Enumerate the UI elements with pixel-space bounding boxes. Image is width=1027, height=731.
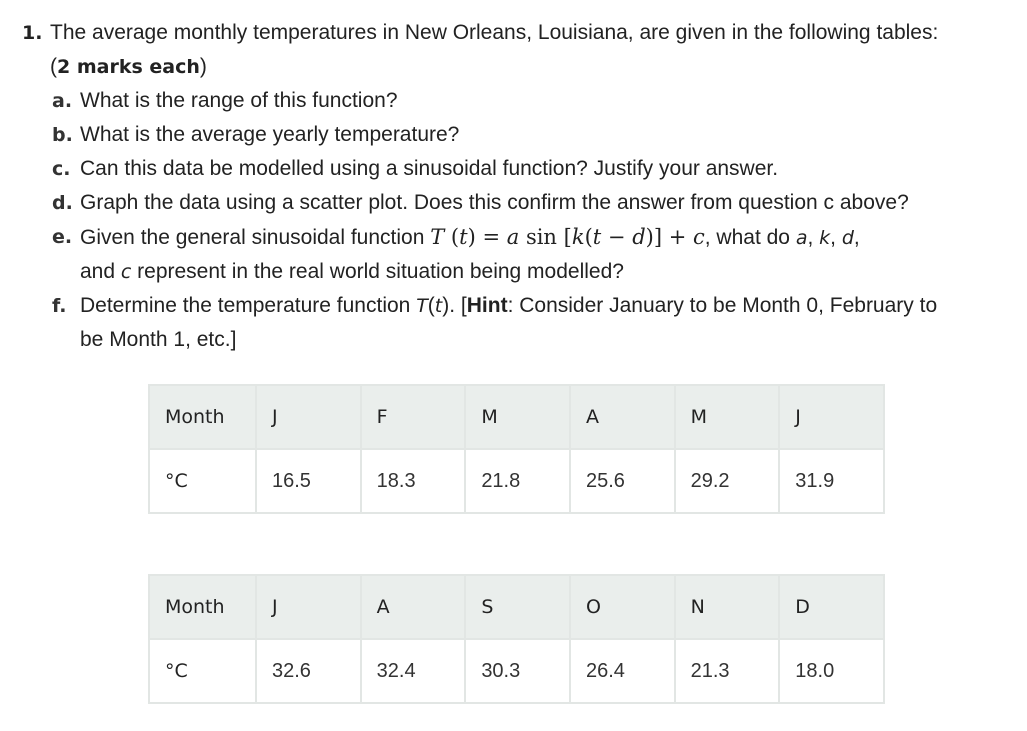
table-month-cell: N — [675, 575, 780, 639]
table-header-label: Month — [149, 385, 256, 449]
hint-label: Hint — [466, 294, 508, 317]
sub-question-letter: f. — [52, 295, 67, 317]
table-month-cell: J — [779, 385, 884, 449]
sub-question-text: What is the range of this function? — [80, 89, 398, 112]
table-value-cell: 18.0 — [779, 639, 884, 703]
table-month-cell: F — [361, 385, 466, 449]
sub-question-list — [22, 84, 1012, 357]
table-value-cell: 18.3 — [361, 449, 466, 513]
sub-question-text: Graph the data using a scatter plot. Does this confirm the answer from question c above? — [80, 191, 909, 214]
table-value-cell: 30.3 — [465, 639, 570, 703]
sub-question-text: Given the general sinusoidal function T (t) = a sin [k(t − d)] + c, what do a, k, d, — [80, 225, 860, 249]
table-value-cell: 26.4 — [570, 639, 675, 703]
table-header-row — [149, 575, 884, 639]
sinusoidal-formula: T (t) = a sin [k(t − d)] + c — [430, 225, 705, 249]
table-month-cell: O — [570, 575, 675, 639]
table-unit-label: °C — [149, 449, 256, 513]
sub-question-letter: b. — [52, 124, 73, 146]
marks-value: 2 marks each — [57, 56, 200, 78]
table-month-cell: J — [256, 385, 361, 449]
table-value-cell: 32.6 — [256, 639, 361, 703]
table-month-cell: M — [675, 385, 780, 449]
marks-note: (2 marks each) — [50, 55, 207, 78]
sub-question-text: Determine the temperature function T(t). [Hint: Consider January to be Month 0, February to — [80, 294, 938, 317]
sub-question-f-continued: be Month 1, etc.] — [80, 328, 237, 351]
table-header-label: Month — [149, 575, 256, 639]
sub-question-b — [52, 118, 1012, 152]
table-value-cell: 21.8 — [465, 449, 570, 513]
sub-question-text: Can this data be modelled using a sinusoidal function? Justify your answer. — [80, 157, 779, 180]
sub-question-letter: c. — [52, 158, 71, 180]
table-month-cell: A — [361, 575, 466, 639]
table-unit-label: °C — [149, 639, 256, 703]
question-number: 1. — [22, 22, 43, 44]
temperature-table-jan-jun — [148, 384, 885, 514]
table-value-cell: 32.4 — [361, 639, 466, 703]
sub-question-e — [52, 220, 1012, 255]
question-intro: The average monthly temperatures in New Orleans, Louisiana, are given in the following tables: — [50, 21, 939, 44]
table-value-cell: 16.5 — [256, 449, 361, 513]
sub-question-letter: e. — [52, 226, 73, 248]
table-header-row — [149, 385, 884, 449]
sub-question-text: What is the average yearly temperature? — [80, 123, 460, 146]
table-value-cell: 25.6 — [570, 449, 675, 513]
table-month-cell: S — [465, 575, 570, 639]
sub-question-letter: a. — [52, 90, 73, 112]
sub-question-c — [52, 152, 1012, 186]
sub-question-e-continued: and c represent in the real world situation being modelled? — [80, 260, 624, 283]
table-month-cell: D — [779, 575, 884, 639]
table-value-cell: 31.9 — [779, 449, 884, 513]
sub-question-letter: d. — [52, 192, 73, 214]
table-row — [149, 639, 884, 703]
table-month-cell: J — [256, 575, 361, 639]
question-intro-line — [22, 16, 1012, 50]
sub-question-f — [52, 289, 1012, 323]
table-row — [149, 449, 884, 513]
sub-question-a — [52, 84, 1012, 118]
table-value-cell: 29.2 — [675, 449, 780, 513]
temperature-table-jul-dec — [148, 574, 885, 704]
table-month-cell: M — [465, 385, 570, 449]
table-value-cell: 21.3 — [675, 639, 780, 703]
table-month-cell: A — [570, 385, 675, 449]
sub-question-d — [52, 186, 1012, 220]
question-block — [22, 16, 1012, 357]
